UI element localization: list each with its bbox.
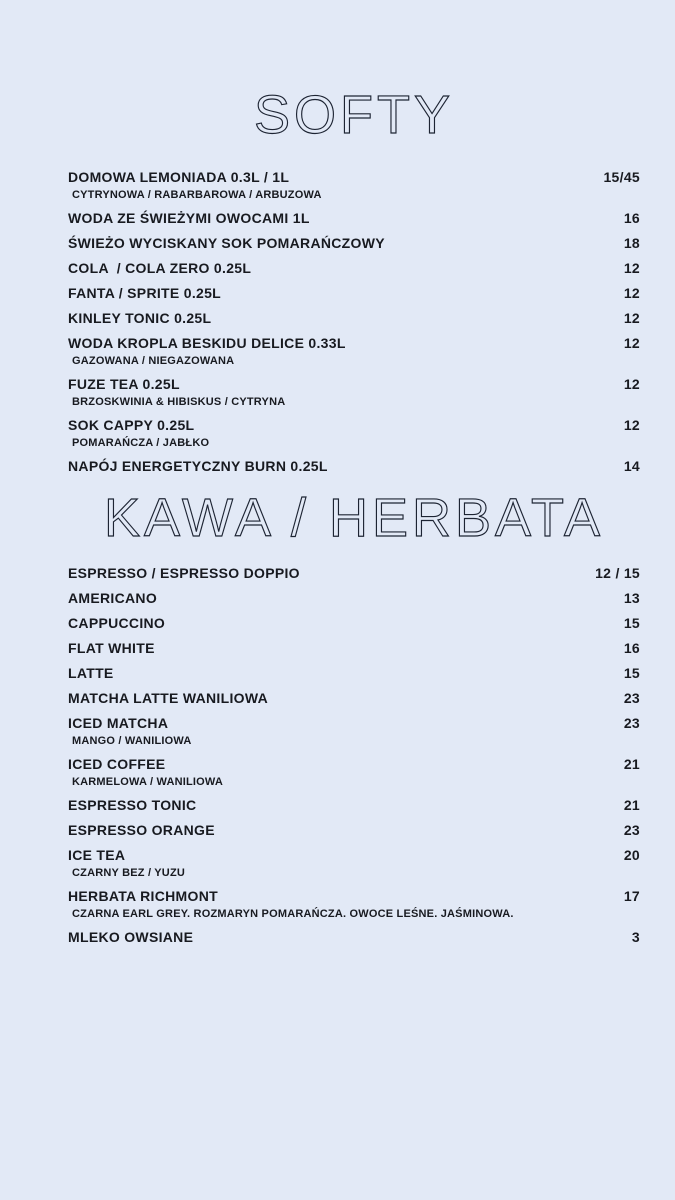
menu-item-text (68, 615, 165, 632)
menu-item-row (68, 376, 640, 409)
menu-item-row (68, 888, 640, 921)
menu-item-text (68, 235, 385, 252)
menu-item-name: FANTA / SPRITE 0.25L (68, 285, 222, 301)
menu-item-description: BRZOSKWINIA & HIBISKUS / CYTRYNA (72, 396, 286, 408)
menu-item-name: NAPÓJ ENERGETYCZNY BURN 0.25L (68, 458, 328, 474)
menu-item-name: ICED COFFEE (68, 756, 166, 772)
menu-item-description: CYTRYNOWA / RABARBAROWA / ARBUZOWA (72, 189, 322, 201)
menu-item-row (68, 929, 640, 946)
menu-item-name: ICED MATCHA (68, 715, 169, 731)
menu-item-name: KINLEY TONIC 0.25L (68, 310, 212, 326)
menu-item-price: 23 (623, 822, 640, 838)
menu-item-row (68, 797, 640, 814)
menu-item-description: KARMELOWA / WANILIOWA (72, 776, 224, 788)
menu-item-price: 15/45 (603, 169, 640, 185)
menu-item-row (68, 590, 640, 607)
menu-item-description: MANGO / WANILIOWA (72, 735, 192, 747)
menu-item-text (68, 210, 310, 227)
menu-item-name: ŚWIEŻO WYCISKANY SOK POMARAŃCZOWY (68, 235, 385, 251)
menu-item-text (68, 756, 223, 789)
menu-item-name: MATCHA LATTE WANILIOWA (68, 690, 268, 706)
menu-item-name: MLEKO OWSIANE (68, 929, 194, 945)
menu-item-price: 23 (623, 715, 640, 731)
menu-item-row (68, 715, 640, 748)
menu-item-row (68, 169, 640, 202)
menu-item-price: 12 (623, 376, 640, 392)
menu-item-text (68, 929, 193, 946)
menu-item-name: FLAT WHITE (68, 640, 155, 656)
menu-item-text (68, 690, 268, 707)
menu-item-text (68, 417, 209, 450)
menu-item-text (68, 335, 346, 368)
menu-item-name: WODA ZE ŚWIEŻYMI OWOCAMI 1L (68, 210, 310, 226)
menu-item-price: 23 (623, 690, 640, 706)
menu-item-price: 12 (623, 417, 640, 433)
menu-item-text (68, 458, 328, 475)
menu-item-name: DOMOWA LEMONIADA 0.3L / 1L (68, 169, 290, 185)
menu-item-text (68, 665, 114, 682)
menu-item-row (68, 640, 640, 657)
menu-item-name: CAPPUCCINO (68, 615, 166, 631)
menu-item-text (68, 797, 196, 814)
menu-item-description: CZARNA EARL GREY. ROZMARYN POMARAŃCZA. OWOCE LEŚNE. JAŚMINOWA. (72, 908, 514, 920)
menu-item-text (68, 715, 192, 748)
menu-item-name: ESPRESSO ORANGE (68, 822, 215, 838)
menu-item-row (68, 615, 640, 632)
menu-item-name: AMERICANO (68, 590, 158, 606)
menu-item-row (68, 665, 640, 682)
menu-item-row (68, 690, 640, 707)
menu-item-text (68, 640, 155, 657)
menu-item-text (68, 888, 514, 921)
menu-item-price: 15 (623, 665, 640, 681)
menu-item-price: 20 (623, 847, 640, 863)
menu-item-name: WODA KROPLA BESKIDU DELICE 0.33L (68, 335, 346, 351)
menu-item-row (68, 847, 640, 880)
menu-item-row (68, 235, 640, 252)
menu-item-text (68, 260, 251, 277)
menu-item-price: 12 (623, 260, 640, 276)
softy-menu-list (68, 169, 640, 475)
menu-item-price: 15 (623, 615, 640, 631)
menu-item-row (68, 417, 640, 450)
menu-item-price: 16 (623, 640, 640, 656)
menu-item-description: POMARAŃCZA / JABŁKO (72, 437, 210, 449)
menu-item-row (68, 335, 640, 368)
menu-item-price: 21 (623, 756, 640, 772)
menu-item-text (68, 169, 322, 202)
menu-item-price: 12 (623, 310, 640, 326)
menu-item-name: SOK CAPPY 0.25L (68, 417, 195, 433)
menu-item-price: 16 (623, 210, 640, 226)
menu-item-text (68, 376, 285, 409)
menu-item-row (68, 565, 640, 582)
menu-item-name: COLA / COLA ZERO 0.25L (68, 260, 252, 276)
section-title-kawa-herbata: KAWA / HERBATA (103, 488, 605, 548)
menu-item-name: ESPRESSO TONIC (68, 797, 197, 813)
section-title-softy: SOFTY (253, 85, 454, 145)
menu-item-row (68, 458, 640, 475)
menu-item-text (68, 822, 215, 839)
menu-item-price: 21 (623, 797, 640, 813)
menu-item-text (68, 847, 185, 880)
menu-item-row (68, 260, 640, 277)
menu-item-price: 17 (623, 888, 640, 904)
menu-item-price: 12 (623, 285, 640, 301)
menu-item-row (68, 310, 640, 327)
menu-item-description: GAZOWANA / NIEGAZOWANA (72, 355, 235, 367)
menu-item-text (68, 310, 211, 327)
menu-item-description: CZARNY BEZ / YUZU (72, 867, 186, 879)
menu-item-price: 12 (623, 335, 640, 351)
menu-item-price: 18 (623, 235, 640, 251)
menu-item-name: ESPRESSO / ESPRESSO DOPPIO (68, 565, 300, 581)
menu-item-name: HERBATA RICHMONT (68, 888, 218, 904)
menu-item-price: 13 (623, 590, 640, 606)
menu-item-row (68, 822, 640, 839)
menu-item-text (68, 565, 300, 582)
menu-item-name: FUZE TEA 0.25L (68, 376, 180, 392)
menu-item-price: 14 (623, 458, 640, 474)
kawa-herbata-menu-list (68, 565, 640, 946)
menu-item-name: LATTE (68, 665, 114, 681)
menu-item-name: ICE TEA (68, 847, 126, 863)
menu-item-text (68, 590, 157, 607)
menu-item-row (68, 210, 640, 227)
menu-item-row (68, 285, 640, 302)
menu-item-text (68, 285, 221, 302)
menu-item-price: 3 (631, 929, 640, 945)
menu-item-price: 12 / 15 (595, 565, 640, 581)
menu-item-row (68, 756, 640, 789)
